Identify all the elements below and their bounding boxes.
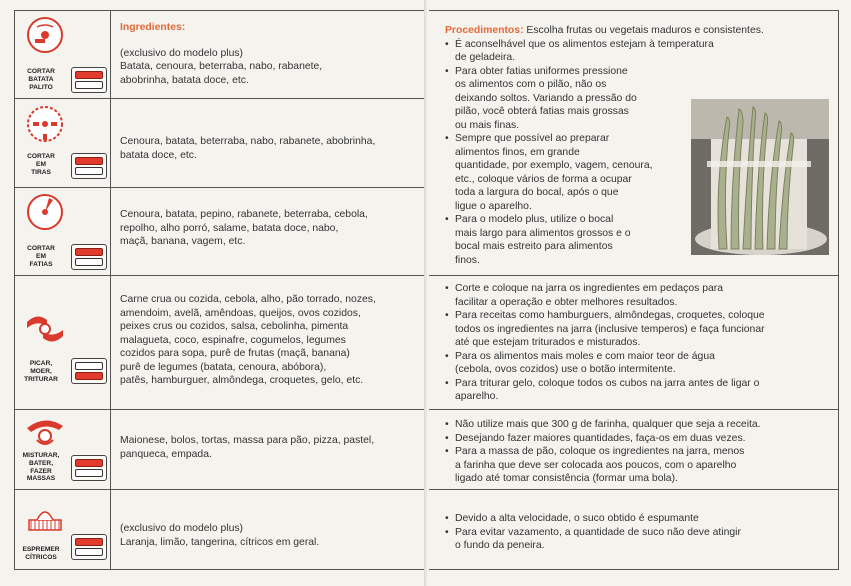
mode-label (17, 452, 65, 483)
procedure-bullet (445, 512, 829, 526)
mode-label (17, 153, 65, 176)
procedures-text (445, 418, 829, 486)
ingredients-line: malagueta, coco, espinafre, cogumelos, legumes (120, 334, 346, 346)
citrus-press-icon (23, 500, 67, 540)
ingredients-line: Carne crua ou cozida, cebola, alho, pão torrado, nozes, (120, 294, 376, 305)
mode-label (17, 245, 65, 268)
mode-label (17, 68, 65, 91)
switch-button-bottom[interactable] (75, 548, 103, 556)
procedures-text (445, 282, 829, 404)
procedure-bullet (445, 418, 829, 432)
bullet-line: pilão, você obterá fatias mais grossas (455, 106, 629, 117)
bullet-line: toda a largura do bocal, após o que (455, 187, 619, 198)
bullet-line: • Para os alimentos mais moles e com maior teor de água (455, 350, 715, 362)
bullet-line: • Para triturar gelo, coloque todos os cubos na jarra antes de ligar o (455, 377, 760, 389)
tiras-disc-icon (23, 104, 67, 144)
blade-chopper-icon (23, 310, 67, 350)
ingredients-text (112, 208, 425, 249)
ingredients-table (14, 10, 424, 570)
ingredients-line: abobrinha, batata doce, etc. (120, 74, 249, 86)
bullet-line: finos. (455, 254, 480, 266)
ingredients-line: maçã, banana, vagem, etc. (120, 236, 246, 247)
procedure-bullet (445, 282, 829, 309)
ingredients-line: batata doce, etc. (120, 149, 197, 161)
switch-button-bottom[interactable] (75, 81, 103, 89)
bullet-line: ou mais finas. (455, 119, 520, 131)
ingredients-text (112, 434, 425, 461)
ingredients-line: (exclusivo do modelo plus) (120, 523, 244, 534)
switch-button-bottom[interactable] (75, 258, 103, 266)
table-row-fatias (15, 188, 425, 276)
ingredients-line: panqueca, empada. (120, 448, 212, 460)
procedures-heading: Procedimentos: (445, 25, 524, 36)
bullet-line: • Desejando fazer maiores quantidades, faça-os em duas vezes. (455, 432, 746, 444)
icon-cell (15, 11, 111, 98)
mode-label-line: PALITO (29, 83, 53, 91)
speed-switch[interactable] (71, 534, 107, 560)
ingredients-line: Maionese, bolos, tortas, massa para pão, pizza, pastel, (120, 435, 375, 446)
ingredients-line: Batata, cenoura, beterraba, nabo, rabanete, (120, 61, 323, 72)
mode-label-line: EM (36, 160, 46, 168)
ingredients-line: cozidos para sopa, purê de frutas (maçã, banana) (120, 348, 350, 359)
procedure-bullet (445, 350, 829, 377)
mode-label-line: BATATA (28, 75, 54, 83)
bullet-line: • Não utilize mais que 300 g de farinha, qualquer que seja a receita. (455, 419, 761, 430)
mode-label-line: TRITURAR (24, 375, 58, 383)
speed-switch[interactable] (71, 455, 107, 481)
mode-label-line: ESPREMER (22, 546, 60, 553)
bullet-line: alimentos finos, em grande (455, 146, 580, 158)
bullet-line: bocal mais estreito para alimentos (455, 241, 613, 252)
green-beans-in-feed-tube-photo (691, 99, 829, 255)
procedure-bullet (445, 526, 829, 553)
table-row-tiras (15, 99, 425, 188)
switch-button-top-on[interactable] (75, 538, 103, 546)
table-row-picar (15, 276, 425, 410)
icon-cell (15, 490, 111, 570)
mode-label-line: MISTURAR, (22, 452, 60, 459)
procedures-row-mixing (429, 410, 839, 490)
mode-label-line: CORTAR (27, 68, 55, 75)
bullet-line: o fundo da peneira. (455, 540, 545, 551)
mode-label-line: EM (36, 252, 46, 260)
procedures-row-citrus (429, 490, 839, 570)
bullet-line: • Para evitar vazamento, a quantidade de suco não deve atingir (455, 526, 741, 538)
switch-button-top-on[interactable] (75, 157, 103, 165)
procedure-bullet (445, 377, 829, 404)
table-row-misturar (15, 410, 425, 490)
fatias-disc-icon (23, 192, 67, 232)
bullet-line: ligue o aparelho. (455, 200, 532, 212)
bullet-line: • Devido a alta velocidade, o suco obtido é espumante (455, 513, 699, 524)
mode-label (17, 546, 65, 562)
bullet-line: mais largo para alimentos grossos e o (455, 227, 631, 239)
bullet-line: etc., coloque vários de forma a ocupar (455, 173, 632, 185)
bullet-line: deixando soltos. Variando a pressão do (455, 92, 637, 104)
switch-button-top-on[interactable] (75, 248, 103, 256)
icon-cell (15, 276, 111, 409)
mode-label-line: BATER, (28, 459, 54, 467)
table-row-batata-palito (15, 11, 425, 99)
procedure-bullet (445, 38, 829, 65)
ingredients-heading: Ingredientes: (120, 22, 186, 33)
switch-button-top[interactable] (75, 362, 103, 370)
mode-label (17, 360, 65, 383)
bullet-line: todos os ingredientes na jarra (inclusive temperos) e faça funcionar (455, 323, 765, 335)
ingredients-text (112, 522, 425, 549)
speed-switch[interactable] (71, 67, 107, 93)
ingredients-text (112, 21, 425, 87)
right-page (427, 0, 851, 586)
mode-label-line: FAZER (30, 467, 52, 475)
ingredients-line: amendoim, avelã, amêndoas, queijos, ovos cozidos, (120, 307, 361, 319)
speed-switch[interactable] (71, 153, 107, 179)
bullet-line: • Para a massa de pão, coloque os ingredientes na jarra, menos (455, 446, 745, 457)
mode-label-line: TIRAS (31, 168, 51, 176)
procedures-row-chopping (429, 276, 839, 410)
bullet-line: facilitar a operação e obter melhores resultados. (455, 296, 678, 308)
bullet-line: • Para receitas como hamburguers, almôndegas, croquetes, coloque (455, 310, 765, 321)
ingredients-line: (exclusivo do modelo plus) (120, 47, 244, 59)
bullet-line: • Para obter fatias uniformes pressione (455, 65, 628, 77)
switch-button-bottom[interactable] (75, 167, 103, 175)
bullet-line: aparelho. (455, 391, 499, 402)
procedures-intro-text: Escolha frutas ou vegetais maduros e consistentes. (523, 25, 764, 36)
bullet-line: (cebola, ovos cozidos) use o botão intermitente. (455, 364, 676, 375)
icon-cell (15, 99, 111, 187)
switch-button-bottom-on[interactable] (75, 372, 103, 380)
procedures-text (445, 512, 829, 553)
mode-label-line: MOER, (30, 367, 52, 375)
mode-label-line: PICAR, (29, 360, 53, 367)
mixing-blade-icon (23, 412, 67, 452)
bullet-line: quantidade, por exemplo, vagem, cenoura, (455, 160, 653, 171)
ingredients-text (112, 293, 425, 388)
ingredients-line: purê de legumes (batata, cenoura, abóbora), (120, 361, 327, 373)
left-page (0, 0, 425, 586)
ingredients-line: repolho, alho porró, salame, batata doce, nabo, (120, 222, 339, 234)
mode-label-line: CORTAR (27, 245, 55, 252)
bullet-line: até que estejam triturados e misturados. (455, 337, 641, 348)
bullet-line: • Para o modelo plus, utilize o bocal (455, 214, 614, 225)
switch-button-bottom[interactable] (75, 469, 103, 477)
speed-switch[interactable] (71, 358, 107, 384)
switch-button-top-on[interactable] (75, 459, 103, 467)
batata-palito-disc-icon (23, 15, 67, 55)
ingredients-line: Cenoura, batata, pepino, rabanete, beterraba, cebola, (120, 209, 368, 220)
mode-label-line: FATIAS (29, 260, 53, 268)
bullet-line: • Sempre que possível ao preparar (455, 133, 610, 144)
procedure-bullet (445, 309, 829, 350)
green-beans-illustration (691, 99, 829, 255)
icon-cell (15, 188, 111, 275)
procedures-intro (445, 24, 829, 38)
procedures-table (429, 10, 839, 570)
bullet-line: • É aconselhável que os alimentos estejam à temperatura (455, 38, 714, 50)
procedure-bullet (445, 445, 829, 486)
bullet-line: a farinha que deve ser colocada aos poucos, com o aparelho (455, 459, 737, 471)
table-row-espremer (15, 490, 425, 570)
procedure-bullet (445, 432, 829, 446)
bullet-line: os alimentos com o pilão, não os (455, 79, 607, 90)
ingredients-text (112, 135, 425, 162)
switch-button-top-on[interactable] (75, 71, 103, 79)
procedures-row-cutting (429, 11, 839, 276)
bullet-line: de geladeira. (455, 52, 516, 63)
mode-label-line: CÍTRICOS (25, 553, 57, 561)
mode-label-line: MASSAS (26, 475, 56, 483)
ingredients-line: peixes crus ou cozidos, salsa, cebolinha, pimenta (120, 321, 349, 332)
speed-switch[interactable] (71, 244, 107, 270)
icon-cell (15, 410, 111, 489)
ingredients-line: patês, hamburguer, almôndega, croquetes, gelo, etc. (120, 375, 364, 386)
ingredients-line: Cenoura, batata, beterraba, nabo, rabanete, abobrinha, (120, 136, 376, 147)
mode-label-line: CORTAR (27, 153, 55, 160)
bullet-line: • Corte e coloque na jarra os ingredientes em pedaços para (455, 283, 724, 294)
ingredients-line: Laranja, limão, tangerina, cítricos em geral. (120, 536, 320, 548)
bullet-line: ligado até tomar consistência (formar uma bola). (455, 473, 678, 484)
